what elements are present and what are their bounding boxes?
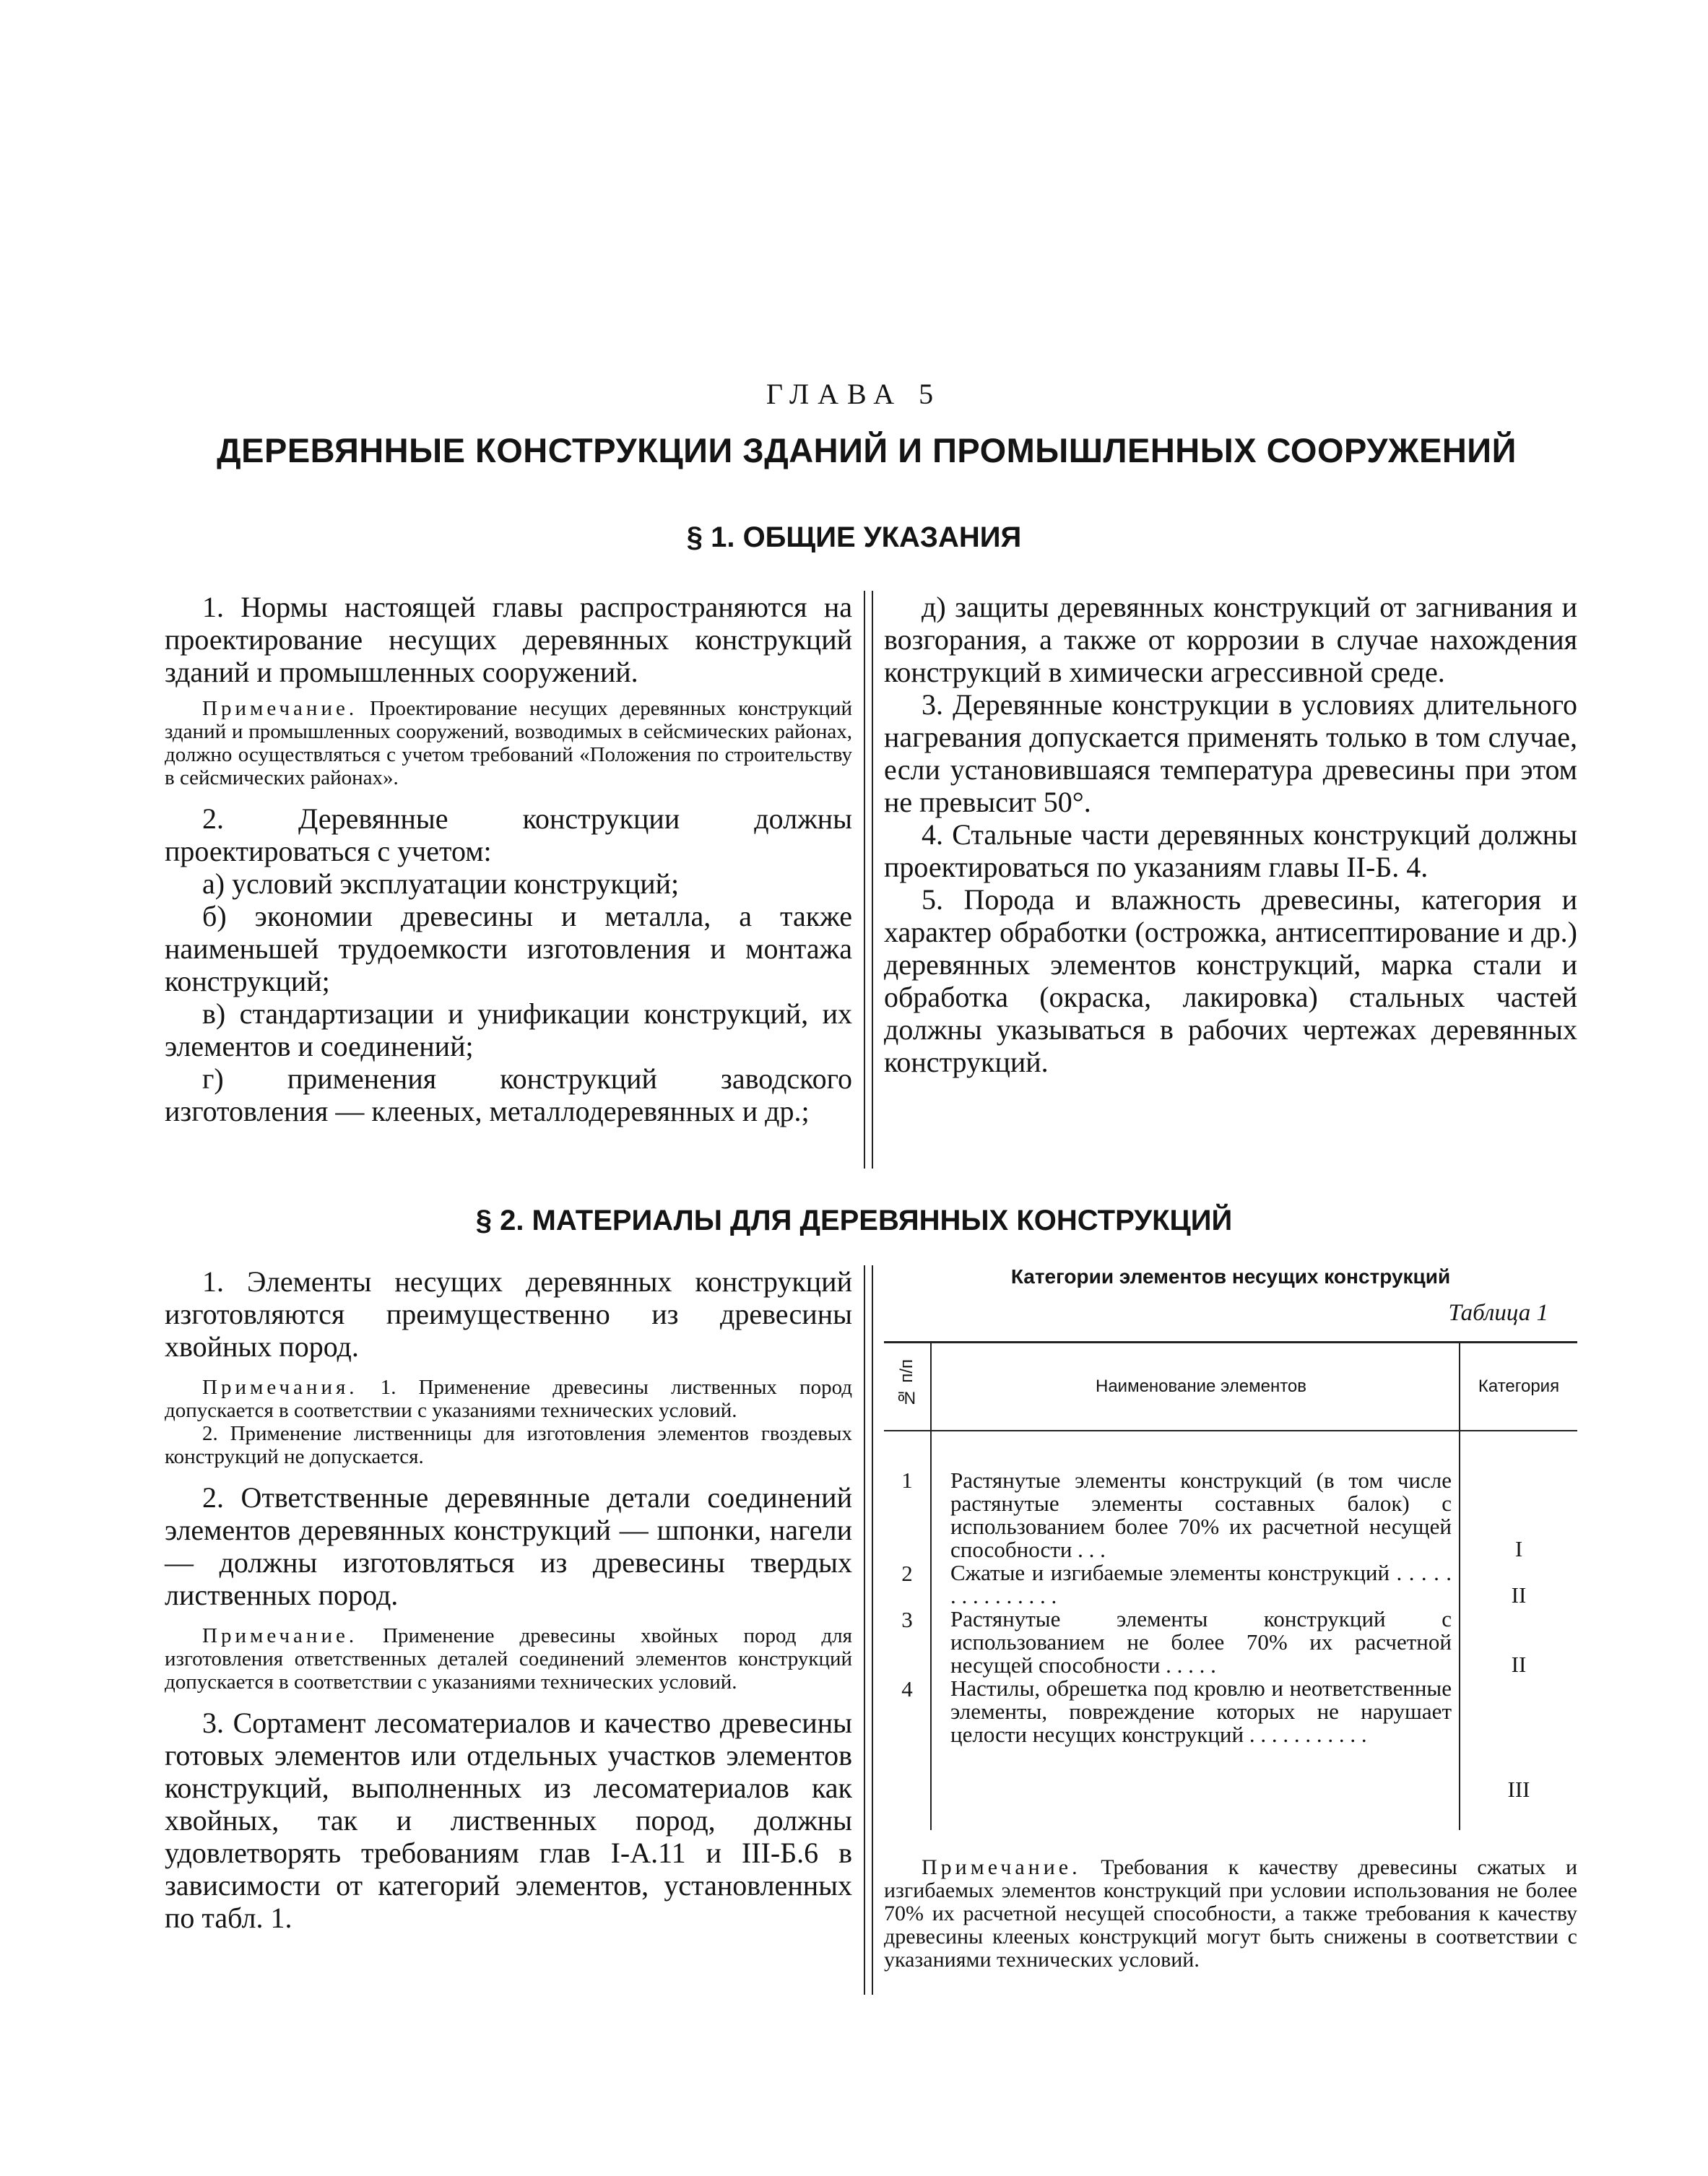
section1-paragraph-4: 4. Стальные части деревянных конструкций должны проектироваться по указаниям главы II-Б. 4. bbox=[884, 818, 1577, 883]
row-category: II bbox=[1511, 1582, 1527, 1608]
header-num: № п/п bbox=[884, 1343, 931, 1431]
row-category: III bbox=[1507, 1777, 1530, 1802]
row-num: 4 bbox=[884, 1677, 931, 1830]
section1-paragraph-2: 2. Деревянные конструкции должны проектироваться с учетом: bbox=[165, 802, 852, 867]
note-label: Примечание. bbox=[202, 697, 358, 720]
section1-paragraph-5: 5. Порода и влажность древесины, категория и характер обработки (острожка, антисептирование и др.) деревянных элементов конструкций, марка стали и обработка (окраска, лакировка) стальных частей должны указываться в рабочих чертежах деревянных конструкций. bbox=[884, 883, 1577, 1078]
notes-text-1: 1. Применение древесины лиственных пород допускается в соответствии с указаниями технических условий. bbox=[165, 1376, 852, 1422]
header-name: Наименование элементов bbox=[931, 1343, 1460, 1431]
section2-paragraph-3: 3. Сортамент лесоматериалов и качество древесины готовых элементов или отдельных участков элементов конструкций, выполненных из лесоматериалов как хвойных, так и лиственных пород, должны удовлетворять требованиям глав I-А.11 и III-Б.6 в зависимости от категорий элементов, установленных по табл. 1. bbox=[165, 1707, 852, 1934]
note-label: Примечание. bbox=[202, 1624, 358, 1647]
table-note bbox=[884, 1856, 1577, 1972]
categories-table bbox=[884, 1341, 1577, 1830]
row-category: II bbox=[1511, 1652, 1527, 1677]
column-divider bbox=[864, 1265, 873, 1995]
column-divider bbox=[864, 591, 873, 1169]
note-text: Требования к качеству древесины сжатых и изгибаемых элементов конструкций при условии использования не более 70% их расчетной несущей способности, а также требования к качеству древесины клееных конструкций могут быть снижены в соответствии с указаниями технических условий. bbox=[884, 1855, 1577, 1972]
row-num: 2 bbox=[884, 1561, 931, 1608]
row-name: Настилы, обрешетка под кровлю и неответственные элементы, повреждение которых не нарушает целости несущих конструкций . . . . . . . . . . . bbox=[931, 1677, 1460, 1830]
section1-note bbox=[165, 697, 852, 789]
section1-right-column bbox=[884, 591, 1577, 1078]
table-row bbox=[884, 1677, 1577, 1830]
section2-left-column bbox=[165, 1265, 852, 1934]
section2-notes-2: 2. Применение лиственницы для изготовления элементов гвоздевых конструкций не допускается. bbox=[165, 1422, 852, 1468]
row-category: I bbox=[1514, 1536, 1523, 1561]
header-category: Категория bbox=[1460, 1343, 1577, 1431]
section2-note bbox=[165, 1624, 852, 1694]
table-block bbox=[884, 1265, 1577, 1972]
list-item-a: а) условий эксплуатации конструкций; bbox=[202, 867, 680, 900]
section1-title: § 1. ОБЩИЕ УКАЗАНИЯ bbox=[686, 521, 1022, 553]
section2-notes bbox=[165, 1376, 852, 1422]
row-name: Растянутые элементы конструкций с использованием не более 70% их расчетной несущей способности . . . . . bbox=[931, 1608, 1460, 1677]
note-label: Примечание. bbox=[922, 1855, 1081, 1879]
list-item-c: в) стандартизации и унификации конструкций, их элементов и соединений; bbox=[165, 997, 852, 1062]
table-row bbox=[884, 1608, 1577, 1677]
section1-left-column bbox=[165, 591, 852, 1127]
list-item-e: д) защиты деревянных конструкций от загнивания и возгорания, а также от коррозии в случае нахождения конструкций в химически агрессивной среде. bbox=[884, 591, 1577, 688]
section1-paragraph-3: 3. Деревянные конструкции в условиях длительного нагревания допускается применять только в том случае, если установившаяся температура древесины при этом не превысит 50°. bbox=[884, 688, 1577, 818]
table-row bbox=[884, 1561, 1577, 1608]
section2-paragraph-2: 2. Ответственные деревянные детали соединений элементов деревянных конструкций — шпонки, нагели — должны изготовляться из древесины твердых лиственных пород. bbox=[165, 1481, 852, 1611]
list-item-d: г) применения конструкций заводского изготовления — клееных, металлодеревянных и др.; bbox=[165, 1062, 852, 1127]
notes-label: Примечания. bbox=[202, 1376, 358, 1399]
list-item-b: б) экономии древесины и металла, а также наименьшей трудоемкости изготовления и монтажа конструкций; bbox=[165, 900, 852, 997]
section2-paragraph-1: 1. Элементы несущих деревянных конструкций изготовляются преимущественно из древесины хвойных пород. bbox=[165, 1265, 852, 1363]
section2-title: § 2. МАТЕРИАЛЫ ДЛЯ ДЕРЕВЯННЫХ КОНСТРУКЦИЙ bbox=[475, 1205, 1233, 1236]
chapter-title: ДЕРЕВЯННЫЕ КОНСТРУКЦИИ ЗДАНИЙ И ПРОМЫШЛЕННЫХ СООРУЖЕНИЙ bbox=[217, 431, 1517, 469]
section1-paragraph-1: 1. Нормы настоящей главы распространяются на проектирование несущих деревянных конструкций зданий и промышленных сооружений. bbox=[165, 591, 852, 688]
row-name: Сжатые и изгибаемые элементы конструкций . . . . . . . . . . . . . . . bbox=[931, 1561, 1460, 1608]
row-num: 1 bbox=[884, 1431, 931, 1561]
table-row bbox=[884, 1431, 1577, 1561]
note-text: Применение древесины хвойных пород для изготовления ответственных деталей соединений элементов конструкций допускается в соответствии с указаниями технических условий. bbox=[165, 1624, 852, 1694]
row-name: Растянутые элементы конструкций (в том числе растянутые элементы составных балок) с использованием более 70% их расчетной несущей способности . . . bbox=[931, 1431, 1460, 1561]
row-num: 3 bbox=[884, 1608, 931, 1677]
chapter-label: ГЛАВА 5 bbox=[766, 378, 942, 410]
table-caption: Категории элементов несущих конструкций bbox=[1010, 1265, 1451, 1288]
table-header-row bbox=[884, 1343, 1577, 1431]
note-text: Проектирование несущих деревянных конструкций зданий и промышленных сооружений, возводимых в сейсмических районах, должно осуществляться с учетом требований «Положения по строительству в сейсмических районах». bbox=[165, 697, 852, 789]
table-number: Таблица 1 bbox=[1448, 1300, 1548, 1326]
